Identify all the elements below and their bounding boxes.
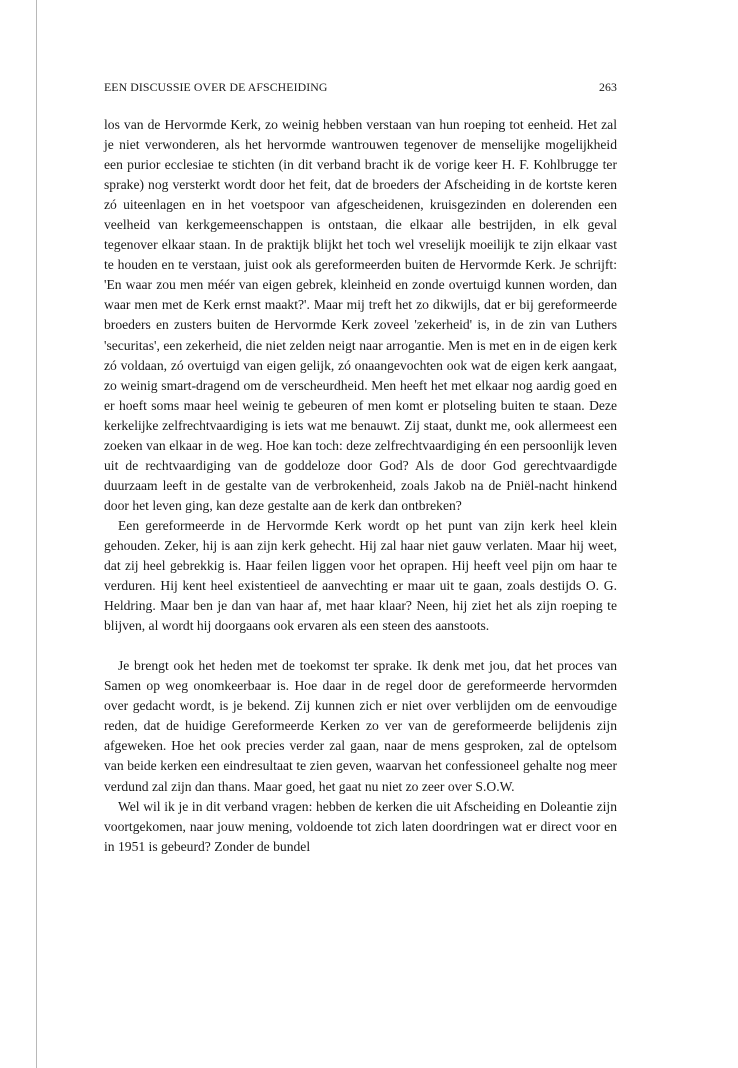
scan-edge-line: [36, 0, 37, 1068]
chapter-title: EEN DISCUSSIE OVER DE AFSCHEIDING: [104, 80, 328, 94]
paragraph-4: Wel wil ik je in dit verband vragen: hebben de kerken die uit Afscheiding en Doleantie zijn voortgekomen, naar jouw mening, voldoende tot zich laten doordringen wat er direct voor en in 1951 is gebeurd? Zonder de bundel: [104, 798, 617, 854]
paragraph-2: Een gereformeerde in de Hervormde Kerk wordt op het punt van zijn kerk heel klein gehouden. Zeker, hij is aan zijn kerk gehecht. Hij zal haar niet gauw verlaten. Maar hij weet, dat zij heel gebrekkig is. Haar feilen liggen voor het oprapen. Hij heeft veel pijn om haar te verduren. Hij kent heel existentieel de aanvechting er maar uit te gaan, zoals destijds O. G. Heldring. Maar ben je dan van haar af, met haar klaar? Neen, hij ziet het als zijn roeping te blijven, al wordt hij doorgaans ook ervaren als een steen des aanstoots.: [104, 517, 617, 634]
book-page: [104, 80, 617, 857]
page-number: 263: [599, 80, 617, 94]
paragraph-1: los van de Hervormde Kerk, zo weinig hebben verstaan van hun roeping tot eenheid. Het zal je niet verwonderen, als het hervormde wantrouwen tegenover de menselijke mogelijkheid een purior ecclesiae te stichten (in dit verband bracht ik de vorige keer H. F. Kohlbrugge ter sprake) nog versterkt wordt door het feit, dat de broeders der Afscheiding in de kortste keren zó uiteenlagen en in het voetspoor van afgescheidenen, kruisgezinden en dolerenden een veelheid van kerkgemeenschappen is ontstaan, die elkaar alle bestrijden, in elk geval tegenover elkaar staan. In de praktijk blijkt het toch wel vreselijk moeilijk te zijn elkaar vast te houden en te verstaan, juist ook als gereformeerden buiten de Hervormde Kerk. Je schrijft: 'En waar zou men méér van eigen gebrek, kleinheid en zonde overtuigd kunnen worden, dan waar men met de Kerk ernst maakt?'. Maar mij treft het zo dikwijls, dat er bij gereformeerde broeders en zusters buiten de Hervormde Kerk zoveel 'zekerheid' is, in de zin van Luthers 'securitas', een zekerheid, die niet zelden neigt naar arrogantie. Men is met en in de eigen kerk zó voldaan, zó overtuigd van eigen gelijk, zó onaangevochten ook wat de eigen kerk aangaat, zo weinig smart-dragend om de verscheurdheid. Men heeft het met elkaar nog aardig goed en er hoeft soms maar heel weinig te gebeuren of men komt er plotseling buiten te staan. Deze kerkelijke zelfrechtvaardiging is iets wat me benauwt. Zij staat, dunkt me, ook allermeest een zoeken van elkaar in de weg. Hoe kan toch: deze zelfrechtvaardiging én een persoonlijk leven uit de rechtvaardiging van de goddeloze door God? Als de door God gerechtvaardigde duurzaam leeft in de gestalte van de verbrokenheid, zoals Jakob na de Pniël-nacht hinkend door het leven ging, kan deze gestalte aan de kerk dan ontbreken?: [104, 117, 617, 513]
paragraph-3: Je brengt ook het heden met de toekomst ter sprake. Ik denk met jou, dat het proces van Samen op weg onomkeerbaar is. Hoe daar in de regel door de gereformeerde hervormden over gedacht wordt, is je bekend. Zij kunnen zich er niet over verblijden om de eenvoudige reden, dat de huidige Gereformeerde Kerken zo ver van de gereformeerde belijdenis zijn afgeweken. Hoe het ook precies verder zal gaan, naar de mens gesproken, zal de optelsom van beide kerken een eindresultaat te zien geven, waarvan het confessioneel gehalte nog meer verdund zal zijn dan thans. Maar goed, het gaat nu niet zo zeer over S.O.W.: [104, 658, 617, 794]
body-text: [104, 115, 617, 857]
running-header: [104, 80, 617, 95]
